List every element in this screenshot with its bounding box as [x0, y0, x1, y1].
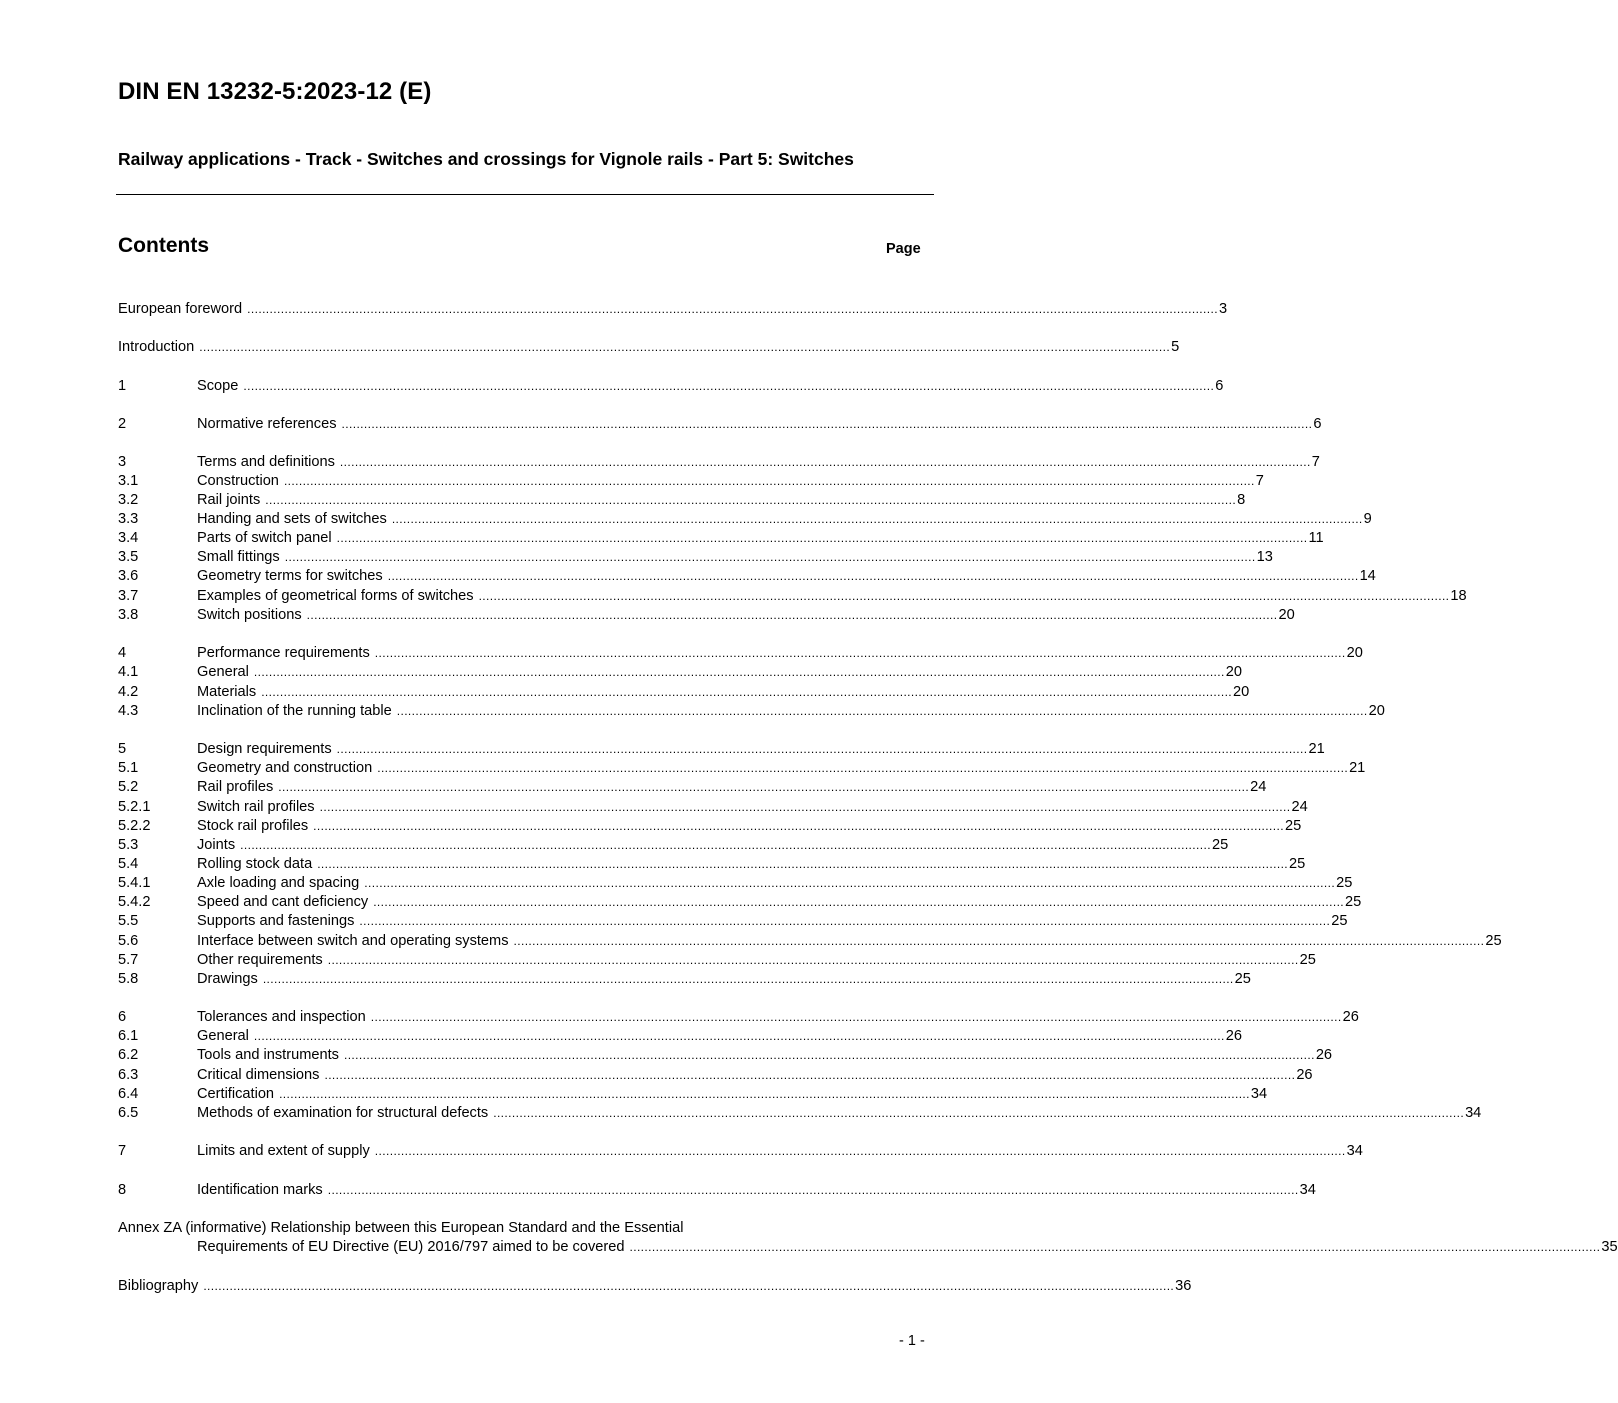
toc-entry-number: 3.7 — [118, 588, 139, 604]
toc-entry[interactable] — [118, 587, 1467, 606]
contents-heading: Contents — [118, 234, 209, 257]
toc-entry-label: European foreword — [118, 301, 243, 317]
page-footer-number: - 1 - — [899, 1333, 925, 1349]
toc-entry-label: Scope — [197, 378, 239, 394]
toc-entry-page: 18 — [1450, 588, 1467, 604]
toc-dot-leader: .................................................................................................................................................................................................................................................................... — [364, 876, 1336, 890]
toc-dot-leader: .................................................................................................................................................................................................................................................................... — [327, 953, 1299, 967]
toc-dot-leader: .................................................................................................................................................................................................................................................................... — [199, 340, 1171, 354]
toc-dot-leader: .................................................................................................................................................................................................................................................................... — [629, 1240, 1601, 1254]
toc-entry-page: 34 — [1299, 1182, 1316, 1198]
toc-entry-number: 5.2.1 — [118, 799, 151, 815]
toc-dot-leader: .................................................................................................................................................................................................................................................................... — [317, 857, 1289, 871]
toc-entry-number: 7 — [118, 1143, 127, 1159]
toc-entry-label: Parts of switch panel — [197, 530, 332, 546]
toc-entry-label: Certification — [197, 1086, 275, 1102]
toc-entry-label: Materials — [197, 684, 257, 700]
toc-entry-label: Stock rail profiles — [197, 818, 309, 834]
toc-entry-page: 21 — [1308, 741, 1325, 757]
toc-entry-number: 5.2 — [118, 779, 139, 795]
toc-entry-number: 6.3 — [118, 1067, 139, 1083]
toc-entry-label: Requirements of EU Directive (EU) 2016/797 aimed to be covered — [197, 1239, 625, 1255]
toc-dot-leader: .................................................................................................................................................................................................................................................................... — [341, 417, 1313, 431]
toc-dot-leader: .................................................................................................................................................................................................................................................................... — [478, 589, 1450, 603]
toc-entry-page: 7 — [1255, 473, 1264, 489]
toc-entry[interactable] — [118, 453, 1320, 472]
toc-dot-leader: .................................................................................................................................................................................................................................................................... — [327, 1183, 1299, 1197]
toc-entry-label: Geometry and construction — [197, 760, 373, 776]
toc-entry[interactable] — [118, 1219, 922, 1238]
toc-entry[interactable] — [118, 855, 1306, 874]
toc-entry-number: 5.6 — [118, 933, 139, 949]
toc-entry[interactable] — [118, 759, 1366, 778]
toc-entry[interactable] — [118, 702, 1385, 721]
toc-dot-leader: .................................................................................................................................................................................................................................................................... — [339, 455, 1311, 469]
toc-dot-leader: .................................................................................................................................................................................................................................................................... — [243, 379, 1215, 393]
toc-entry-number: 3.6 — [118, 568, 139, 584]
toc-entry-label: Handing and sets of switches — [197, 511, 387, 527]
toc-entry[interactable] — [118, 1104, 1482, 1123]
toc-entry-page: 26 — [1315, 1047, 1333, 1063]
toc-entry-label: Rail joints — [197, 492, 261, 508]
toc-entry[interactable] — [118, 663, 1242, 682]
toc-dot-leader: .................................................................................................................................................................................................................................................................... — [374, 646, 1346, 660]
toc-entry-label: Limits and extent of supply — [197, 1143, 370, 1159]
toc-entry-page: 21 — [1349, 760, 1366, 776]
toc-entry-page: 13 — [1256, 549, 1273, 565]
toc-entry-label: Tolerances and inspection — [197, 1009, 366, 1025]
toc-entry[interactable] — [118, 300, 1228, 319]
toc-entry[interactable] — [118, 1008, 1359, 1027]
toc-entry[interactable] — [118, 510, 1372, 529]
toc-entry-number: 3.4 — [118, 530, 139, 546]
toc-dot-leader: .................................................................................................................................................................................................................................................................... — [306, 608, 1278, 622]
toc-entry-number: 8 — [118, 1182, 127, 1198]
toc-dot-leader: .................................................................................................................................................................................................................................................................... — [319, 800, 1291, 814]
toc-entry-number: 3.3 — [118, 511, 139, 527]
toc-entry-label: Switch positions — [197, 607, 302, 623]
toc-entry-page: 20 — [1278, 607, 1295, 623]
toc-dot-leader: .................................................................................................................................................................................................................................................................... — [279, 1087, 1250, 1101]
toc-entry-number: 1 — [118, 378, 127, 394]
toc-entry-number: 4 — [118, 645, 127, 661]
toc-dot-leader: .................................................................................................................................................................................................................................................................... — [324, 1068, 1296, 1082]
toc-dot-leader: .................................................................................................................................................................................................................................................................... — [265, 493, 1237, 507]
toc-entry-label: Rail profiles — [197, 779, 274, 795]
toc-entry[interactable] — [118, 798, 1308, 817]
toc-entry[interactable] — [118, 338, 1180, 357]
toc-entry[interactable] — [118, 893, 1362, 912]
toc-dot-leader: .................................................................................................................................................................................................................................................................... — [359, 914, 1331, 928]
toc-entry-page: 34 — [1250, 1086, 1268, 1102]
toc-entry[interactable] — [118, 1238, 1618, 1257]
toc-entry-label: Terms and definitions — [197, 454, 335, 470]
toc-entry[interactable] — [118, 567, 1376, 586]
toc-entry-label: Examples of geometrical forms of switches — [197, 588, 474, 604]
toc-entry-page: 20 — [1233, 684, 1250, 700]
toc-entry-page: 35 — [1601, 1239, 1618, 1255]
toc-entry-label: Supports and fastenings — [197, 913, 355, 929]
toc-entry[interactable] — [118, 970, 1251, 989]
toc-entry-number: 4.2 — [118, 684, 139, 700]
toc-entry-label: Critical dimensions — [197, 1067, 320, 1083]
toc-entry-label: General — [197, 664, 249, 680]
toc-entry-label: Rolling stock data — [197, 856, 313, 872]
toc-entry-number: 5.4.1 — [118, 875, 151, 891]
toc-entry-label: Annex ZA (informative) Relationship between this European Standard and the Essential — [118, 1220, 684, 1236]
toc-entry-page: 6 — [1313, 416, 1322, 432]
toc-entry-number: 3.8 — [118, 607, 139, 623]
toc-entry-number: 3 — [118, 454, 127, 470]
toc-entry[interactable] — [118, 836, 1229, 855]
toc-entry-page: 25 — [1211, 837, 1229, 853]
toc-entry-page: 9 — [1363, 511, 1372, 527]
toc-entry-page: 36 — [1175, 1278, 1192, 1294]
toc-entry-page: 8 — [1237, 492, 1246, 508]
toc-entry-label: Normative references — [197, 416, 337, 432]
toc-entry[interactable] — [118, 491, 1246, 510]
toc-entry-page: 26 — [1342, 1009, 1359, 1025]
toc-entry[interactable] — [118, 415, 1322, 434]
toc-entry-page: 25 — [1284, 818, 1302, 834]
toc-entry-number: 2 — [118, 416, 127, 432]
toc-dot-leader: .................................................................................................................................................................................................................................................................... — [247, 302, 1218, 316]
toc-entry-page: 6 — [1215, 378, 1224, 394]
toc-entry-page: 34 — [1465, 1105, 1482, 1121]
toc-entry[interactable] — [118, 606, 1295, 625]
toc-entry-page: 26 — [1225, 1028, 1242, 1044]
toc-entry-label: Bibliography — [118, 1278, 199, 1294]
toc-entry-label: Geometry terms for switches — [197, 568, 383, 584]
toc-entry-label: Axle loading and spacing — [197, 875, 360, 891]
toc-entry[interactable] — [118, 1046, 1333, 1065]
toc-entry-label: Joints — [197, 837, 236, 853]
toc-entry-page: 26 — [1296, 1067, 1313, 1083]
toc-dot-leader: .................................................................................................................................................................................................................................................................... — [261, 685, 1233, 699]
toc-entry[interactable] — [118, 874, 1353, 893]
toc-entry[interactable] — [118, 683, 1250, 702]
toc-dot-leader: .................................................................................................................................................................................................................................................................... — [284, 550, 1256, 564]
toc-entry[interactable] — [118, 1066, 1313, 1085]
toc-entry[interactable] — [118, 1277, 1192, 1296]
toc-entry-page: 25 — [1336, 875, 1353, 891]
document-title: Railway applications - Track - Switches and crossings for Vignole rails - Part 5: Switches — [118, 149, 854, 169]
toc-dot-leader: .................................................................................................................................................................................................................................................................... — [377, 761, 1349, 775]
toc-entry[interactable] — [118, 740, 1325, 759]
toc-dot-leader: .................................................................................................................................................................................................................................................................... — [313, 819, 1284, 833]
toc-entry[interactable] — [118, 1085, 1268, 1104]
toc-entry[interactable] — [118, 817, 1302, 836]
toc-entry[interactable] — [118, 912, 1348, 931]
toc-entry-number: 5 — [118, 741, 127, 757]
toc-entry-label: Inclination of the running table — [197, 703, 392, 719]
toc-entry-number: 5.2.2 — [118, 818, 151, 834]
toc-entry-label: Tools and instruments — [197, 1047, 339, 1063]
toc-dot-leader: .................................................................................................................................................................................................................................................................... — [343, 1048, 1315, 1062]
toc-entry[interactable] — [118, 1027, 1242, 1046]
toc-entry-page: 14 — [1359, 568, 1376, 584]
page-column-label: Page — [886, 241, 921, 257]
toc-entry-page: 25 — [1331, 913, 1348, 929]
toc-entry[interactable] — [118, 951, 1316, 970]
toc-entry[interactable] — [118, 778, 1267, 797]
toc-entry-page: 25 — [1299, 952, 1316, 968]
toc-entry[interactable] — [118, 932, 1502, 951]
toc-entry-label: General — [197, 1028, 249, 1044]
toc-entry-number: 6.4 — [118, 1086, 139, 1102]
toc-entry-label: Identification marks — [197, 1182, 323, 1198]
toc-entry-number: 5.5 — [118, 913, 139, 929]
toc-entry-number: 6 — [118, 1009, 127, 1025]
toc-entry-number: 3.2 — [118, 492, 139, 508]
toc-entry-label: Interface between switch and operating systems — [197, 933, 509, 949]
toc-dot-leader: .................................................................................................................................................................................................................................................................... — [262, 972, 1234, 986]
toc-entry-label: Performance requirements — [197, 645, 370, 661]
toc-dot-leader: .................................................................................................................................................................................................................................................................... — [370, 1010, 1342, 1024]
toc-entry[interactable] — [118, 644, 1363, 663]
toc-entry-page: 11 — [1308, 530, 1324, 546]
toc-entry-label: Small fittings — [197, 549, 280, 565]
toc-entry-number: 3.5 — [118, 549, 139, 565]
title-divider — [116, 194, 934, 195]
toc-entry-page: 3 — [1218, 301, 1228, 317]
toc-entry-page: 5 — [1171, 339, 1180, 355]
toc-entry[interactable] — [118, 377, 1224, 396]
toc-entry-page: 20 — [1346, 645, 1363, 661]
toc-dot-leader: .................................................................................................................................................................................................................................................................... — [373, 895, 1345, 909]
toc-entry-page: 25 — [1485, 933, 1502, 949]
toc-entry-page: 20 — [1368, 703, 1385, 719]
toc-entry[interactable] — [118, 548, 1273, 567]
toc-entry-label: Methods of examination for structural defects — [197, 1105, 489, 1121]
toc-entry-page: 34 — [1346, 1143, 1363, 1159]
toc-dot-leader: .................................................................................................................................................................................................................................................................... — [396, 704, 1368, 718]
toc-entry-number: 6.5 — [118, 1105, 139, 1121]
toc-entry-page: 24 — [1291, 799, 1308, 815]
toc-entry-label: Design requirements — [197, 741, 332, 757]
toc-entry-page: 25 — [1289, 856, 1306, 872]
toc-entry-number: 5.7 — [118, 952, 139, 968]
toc-entry-label: Switch rail profiles — [197, 799, 315, 815]
toc-entry-page: 7 — [1311, 454, 1320, 470]
toc-entry-label: Speed and cant deficiency — [197, 894, 369, 910]
toc-entry[interactable] — [118, 1142, 1363, 1161]
toc-entry-number: 5.4.2 — [118, 894, 151, 910]
document-id: DIN EN 13232-5:2023-12 (E) — [118, 78, 432, 105]
toc-entry[interactable] — [118, 1181, 1316, 1200]
toc-entry[interactable] — [118, 472, 1264, 491]
toc-entry-page: 20 — [1225, 664, 1242, 680]
toc-dot-leader: .................................................................................................................................................................................................................................................................... — [278, 780, 1250, 794]
toc-entry-label: Introduction — [118, 339, 195, 355]
toc-dot-leader: .................................................................................................................................................................................................................................................................... — [374, 1144, 1346, 1158]
toc-entry-number: 5.8 — [118, 971, 139, 987]
toc-entry-number: 3.1 — [118, 473, 139, 489]
toc-entry-page: 25 — [1234, 971, 1251, 987]
toc-dot-leader: .................................................................................................................................................................................................................................................................... — [387, 569, 1359, 583]
toc-entry-label: Construction — [197, 473, 279, 489]
toc-entry-number: 5.3 — [118, 837, 139, 853]
toc-entry-number: 5.4 — [118, 856, 139, 872]
toc-dot-leader: .................................................................................................................................................................................................................................................................... — [513, 934, 1485, 948]
toc-dot-leader: .................................................................................................................................................................................................................................................................... — [253, 665, 1225, 679]
toc-entry-page: 24 — [1250, 779, 1267, 795]
toc-dot-leader: .................................................................................................................................................................................................................................................................... — [283, 474, 1255, 488]
toc-dot-leader: .................................................................................................................................................................................................................................................................... — [203, 1279, 1175, 1293]
toc-entry-number: 4.1 — [118, 664, 139, 680]
toc-entry-label: Drawings — [197, 971, 258, 987]
toc-entry-label: Other requirements — [197, 952, 323, 968]
toc-entry-number: 6.2 — [118, 1047, 139, 1063]
toc-dot-leader: .................................................................................................................................................................................................................................................................... — [253, 1029, 1225, 1043]
toc-dot-leader: .................................................................................................................................................................................................................................................................... — [336, 742, 1308, 756]
toc-entry-number: 5.1 — [118, 760, 139, 776]
toc-dot-leader: .................................................................................................................................................................................................................................................................... — [391, 512, 1363, 526]
toc-dot-leader: .................................................................................................................................................................................................................................................................... — [336, 531, 1308, 545]
toc-entry-number: 4.3 — [118, 703, 139, 719]
toc-entry-number: 6.1 — [118, 1028, 139, 1044]
toc-entry[interactable] — [118, 529, 1324, 548]
toc-entry-page: 25 — [1345, 894, 1362, 910]
toc-dot-leader: .................................................................................................................................................................................................................................................................... — [240, 838, 1211, 852]
toc-dot-leader: .................................................................................................................................................................................................................................................................... — [493, 1106, 1465, 1120]
